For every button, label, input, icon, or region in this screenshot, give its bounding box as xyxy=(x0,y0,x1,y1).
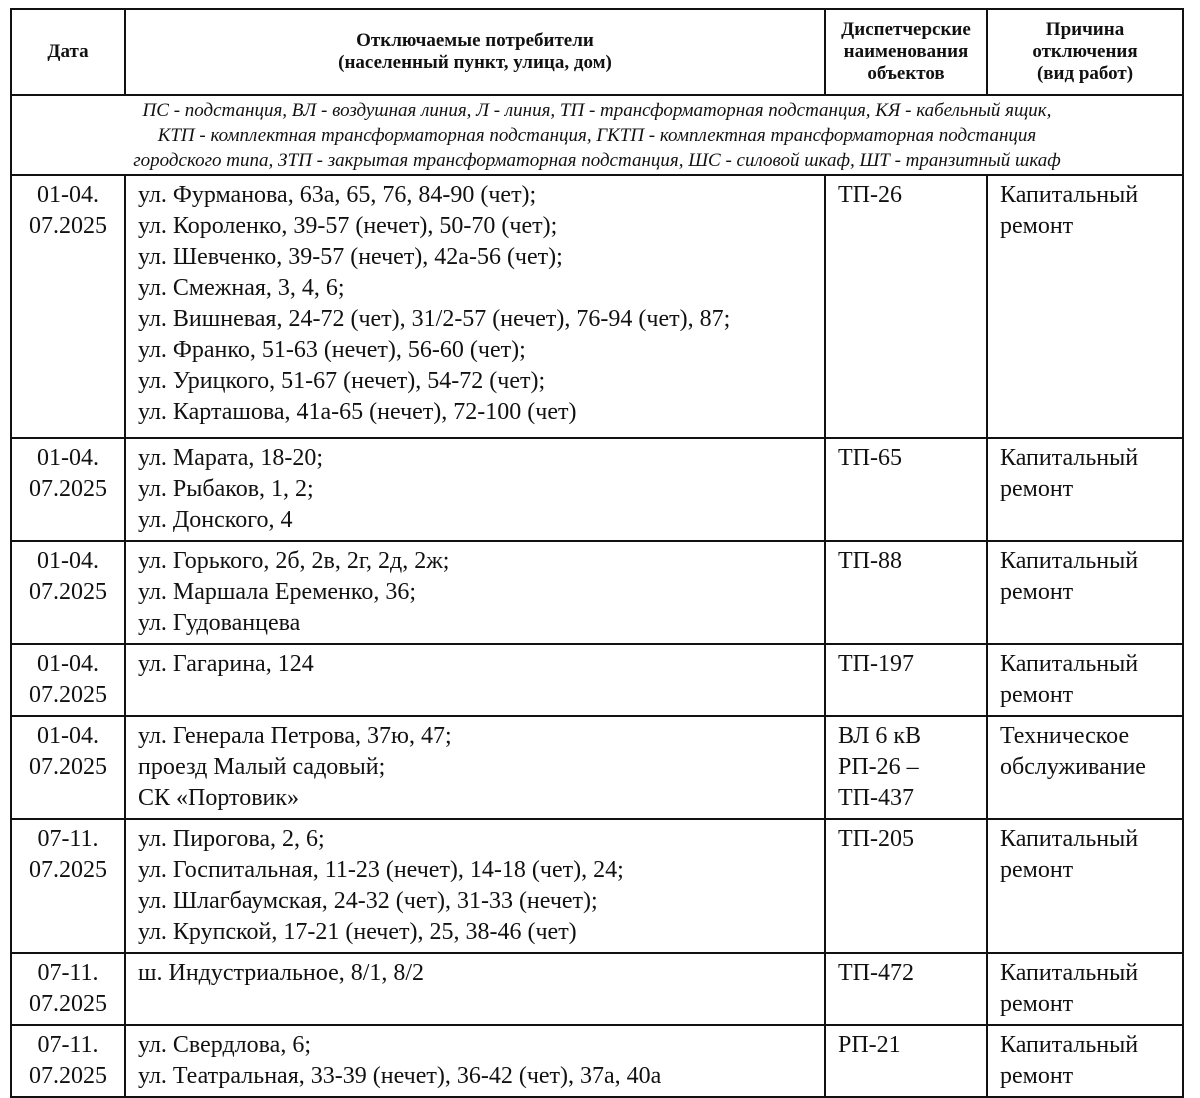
object-cell: ТП-26 xyxy=(825,175,987,438)
outage-table xyxy=(10,8,1184,1098)
object-cell: ВЛ 6 кВ РП-26 – ТП-437 xyxy=(825,716,987,819)
consumers-cell: ул. Свердлова, 6; ул. Театральная, 33-39 (нечет), 36-42 (чет), 37а, 40а xyxy=(125,1025,825,1097)
object-cell: ТП-197 xyxy=(825,644,987,716)
reason-cell: Капитальный ремонт xyxy=(987,541,1183,644)
object-cell: ТП-88 xyxy=(825,541,987,644)
outage-schedule-sheet xyxy=(10,8,1182,1098)
date-cell: 01-04. 07.2025 xyxy=(11,541,125,644)
date-cell: 01-04. 07.2025 xyxy=(11,644,125,716)
date-cell: 01-04. 07.2025 xyxy=(11,175,125,438)
object-cell: РП-21 xyxy=(825,1025,987,1097)
reason-cell: Капитальный ремонт xyxy=(987,644,1183,716)
date-cell: 07-11. 07.2025 xyxy=(11,953,125,1025)
header-consumers: Отключаемые потребители (населенный пункт, улица, дом) xyxy=(125,9,825,95)
consumers-cell: ш. Индустриальное, 8/1, 8/2 xyxy=(125,953,825,1025)
legend-row xyxy=(11,95,1183,175)
header-reason: Причина отключения (вид работ) xyxy=(987,9,1183,95)
object-cell: ТП-65 xyxy=(825,438,987,541)
consumers-cell: ул. Гагарина, 124 xyxy=(125,644,825,716)
table-row xyxy=(11,175,1183,438)
object-cell: ТП-205 xyxy=(825,819,987,953)
table-row xyxy=(11,819,1183,953)
consumers-cell: ул. Фурманова, 63а, 65, 76, 84-90 (чет); ул. Короленко, 39-57 (нечет), 50-70 (чет); ул. Шевченко, 39-57 (нечет), 42а-56 (чет); ул. Смежная, 3, 4, 6; ул. Вишневая, 24-72 (чет), 31/2-57 (нечет), 76-94 (чет), 87; ул. Франко, 51-63 (нечет), 56-60 (чет); ул. Урицкого, 51-67 (нечет), 54-72 (чет); ул. Карташова, 41а-65 (нечет), 72-100 (чет) xyxy=(125,175,825,438)
table-row xyxy=(11,438,1183,541)
date-cell: 01-04. 07.2025 xyxy=(11,716,125,819)
table-header-row xyxy=(11,9,1183,95)
table-row xyxy=(11,541,1183,644)
reason-cell: Капитальный ремонт xyxy=(987,175,1183,438)
consumers-cell: ул. Генерала Петрова, 37ю, 47; проезд Малый садовый; СК «Портовик» xyxy=(125,716,825,819)
table-row xyxy=(11,716,1183,819)
reason-cell: Капитальный ремонт xyxy=(987,1025,1183,1097)
table-row xyxy=(11,644,1183,716)
reason-cell: Капитальный ремонт xyxy=(987,953,1183,1025)
table-row xyxy=(11,953,1183,1025)
abbreviation-legend: ПС - подстанция, ВЛ - воздушная линия, Л - линия, ТП - трансформаторная подстанция, КЯ - кабельный ящик, КТП - комплектная трансформаторная подстанция, ГКТП - комплектная трансформаторная подстанция городского типа, ЗТП - закрытая трансформаторная подстанция, ШС - силовой шкаф, ШТ - транзитный шкаф xyxy=(11,95,1183,175)
reason-cell: Капитальный ремонт xyxy=(987,438,1183,541)
date-cell: 01-04. 07.2025 xyxy=(11,438,125,541)
table-row xyxy=(11,1025,1183,1097)
consumers-cell: ул. Марата, 18-20; ул. Рыбаков, 1, 2; ул. Донского, 4 xyxy=(125,438,825,541)
reason-cell: Капитальный ремонт xyxy=(987,819,1183,953)
consumers-cell: ул. Горького, 2б, 2в, 2г, 2д, 2ж; ул. Маршала Еременко, 36; ул. Гудованцева xyxy=(125,541,825,644)
object-cell: ТП-472 xyxy=(825,953,987,1025)
reason-cell: Техническое обслуживание xyxy=(987,716,1183,819)
date-cell: 07-11. 07.2025 xyxy=(11,1025,125,1097)
header-objects: Диспетчерские наименования объектов xyxy=(825,9,987,95)
date-cell: 07-11. 07.2025 xyxy=(11,819,125,953)
consumers-cell: ул. Пирогова, 2, 6; ул. Госпитальная, 11-23 (нечет), 14-18 (чет), 24; ул. Шлагбаумская, 24-32 (чет), 31-33 (нечет); ул. Крупской, 17-21 (нечет), 25, 38-46 (чет) xyxy=(125,819,825,953)
header-date: Дата xyxy=(11,9,125,95)
